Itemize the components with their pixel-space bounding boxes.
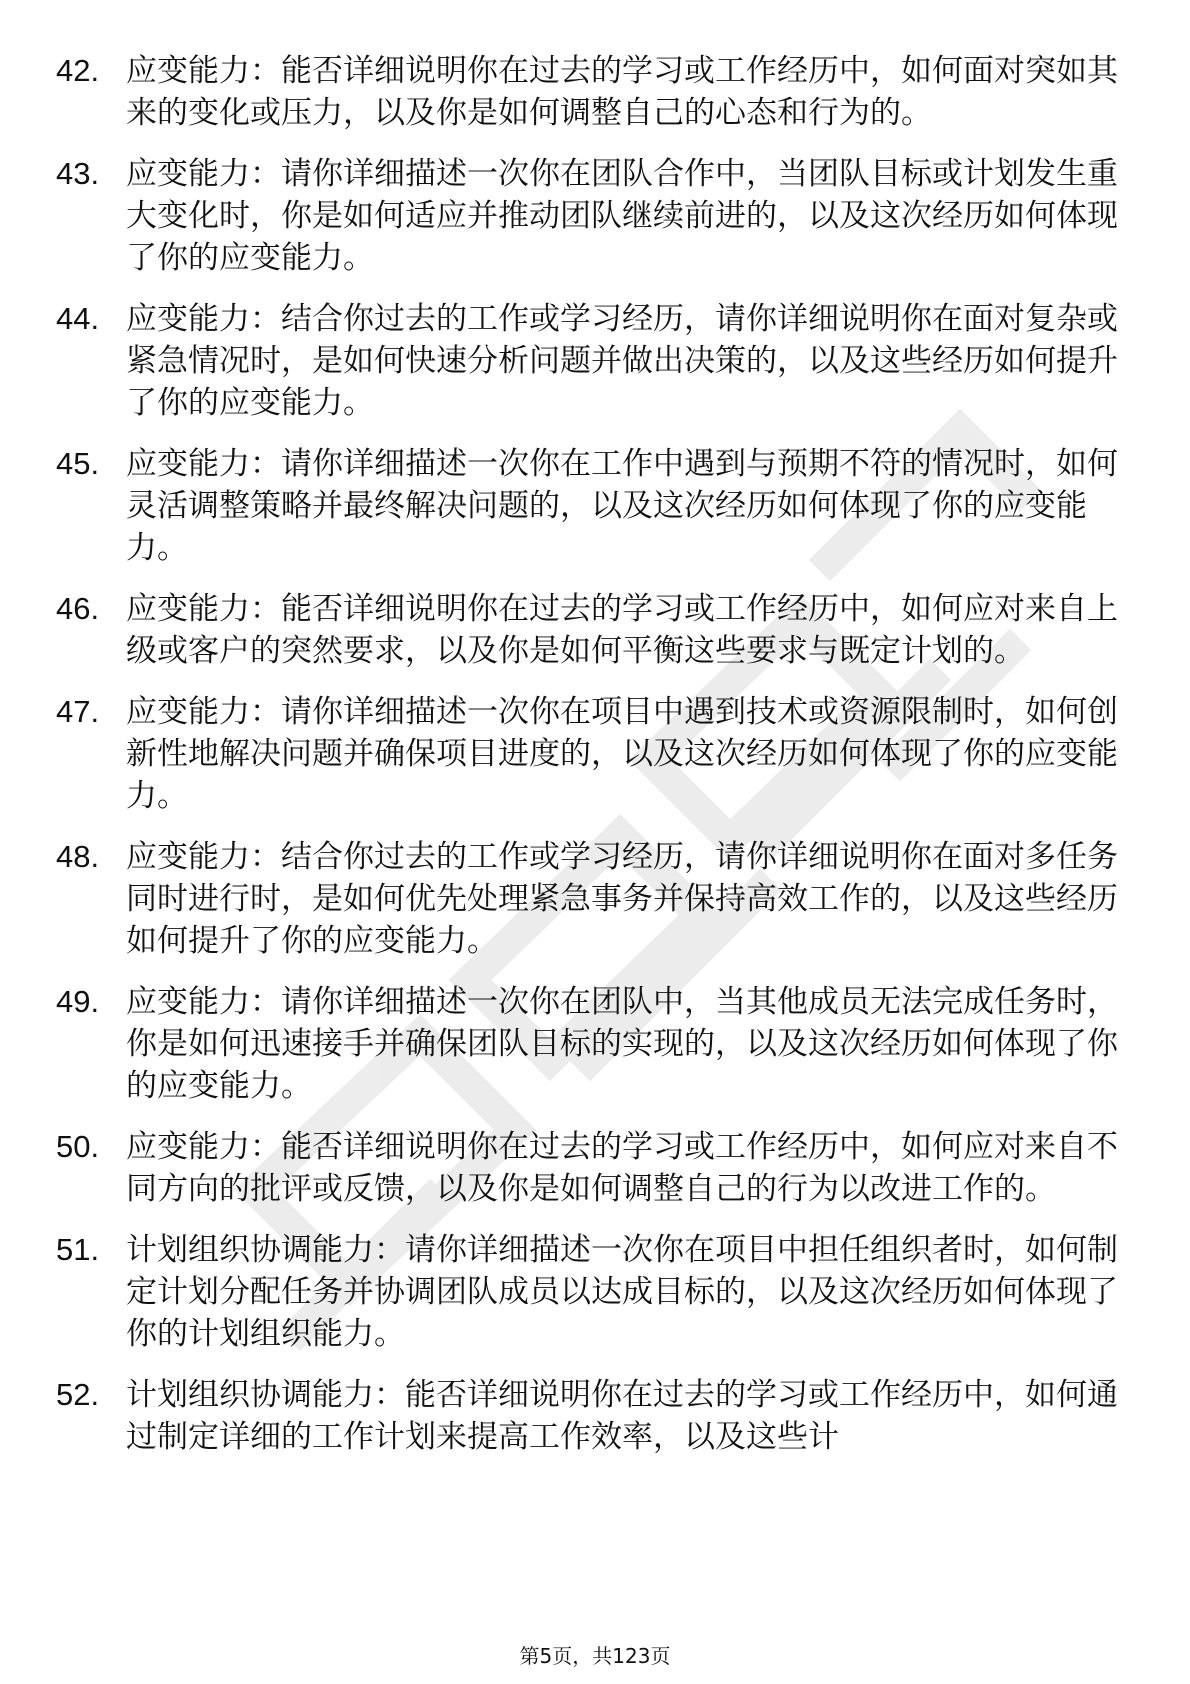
list-item [56, 1229, 1136, 1355]
item-number: 46. [56, 591, 100, 626]
item-number: 49. [56, 984, 100, 1019]
list-item [56, 1126, 1136, 1210]
item-text: 应变能力：结合你过去的工作或学习经历，请你详细说明你在面对多任务同时进行时，是如何优先处理紧急事务并保持高效工作的，以及这些经历如何提升了你的应变能力。 [126, 839, 1118, 959]
item-number: 52. [56, 1377, 100, 1412]
item-number: 44. [56, 301, 100, 336]
item-text: 应变能力：请你详细描述一次你在团队中，当其他成员无法完成任务时，你是如何迅速接手并确保团队目标的实现的，以及这次经历如何体现了你的应变能力。 [126, 984, 1118, 1104]
item-text: 应变能力：请你详细描述一次你在项目中遇到技术或资源限制时，如何创新性地解决问题并确保项目进度的，以及这次经历如何体现了你的应变能力。 [126, 694, 1118, 814]
item-number: 42. [56, 53, 100, 88]
item-number: 50. [56, 1129, 100, 1164]
list-item [56, 443, 1136, 569]
item-number: 45. [56, 446, 100, 481]
item-text: 应变能力：请你详细描述一次你在工作中遇到与预期不符的情况时，如何灵活调整策略并最终解决问题的，以及这次经历如何体现了你的应变能力。 [126, 446, 1118, 566]
list-item [56, 836, 1136, 962]
item-text: 应变能力：能否详细说明你在过去的学习或工作经历中，如何应对来自上级或客户的突然要求，以及你是如何平衡这些要求与既定计划的。 [126, 591, 1118, 669]
item-text: 应变能力：请你详细描述一次你在团队合作中，当团队目标或计划发生重大变化时，你是如何适应并推动团队继续前进的，以及这次经历如何体现了你的应变能力。 [126, 156, 1118, 276]
list-item [56, 1374, 1136, 1458]
item-number: 48. [56, 839, 100, 874]
list-item [56, 153, 1136, 279]
item-text: 应变能力：结合你过去的工作或学习经历，请你详细说明你在面对复杂或紧急情况时，是如何快速分析问题并做出决策的，以及这些经历如何提升了你的应变能力。 [126, 301, 1118, 421]
list-item [56, 588, 1136, 672]
item-number: 43. [56, 156, 100, 191]
item-text: 应变能力：能否详细说明你在过去的学习或工作经历中，如何应对来自不同方向的批评或反馈，以及你是如何调整自己的行为以改进工作的。 [126, 1129, 1118, 1207]
list-item [56, 691, 1136, 817]
page-footer: 第5页，共123页 [519, 1644, 671, 1668]
item-text: 计划组织协调能力：能否详细说明你在过去的学习或工作经历中，如何通过制定详细的工作计划来提高工作效率，以及这些计 [126, 1377, 1118, 1455]
item-number: 47. [56, 694, 100, 729]
item-text: 应变能力：能否详细说明你在过去的学习或工作经历中，如何面对突如其来的变化或压力，以及你是如何调整自己的心态和行为的。 [126, 53, 1118, 131]
item-number: 51. [56, 1232, 100, 1267]
list-item [56, 50, 1136, 134]
list-item [56, 298, 1136, 424]
question-list [56, 50, 1136, 1477]
list-item [56, 981, 1136, 1107]
item-text: 计划组织协调能力：请你详细描述一次你在项目中担任组织者时，如何制定计划分配任务并协调团队成员以达成目标的，以及这次经历如何体现了你的计划组织能力。 [126, 1232, 1118, 1352]
